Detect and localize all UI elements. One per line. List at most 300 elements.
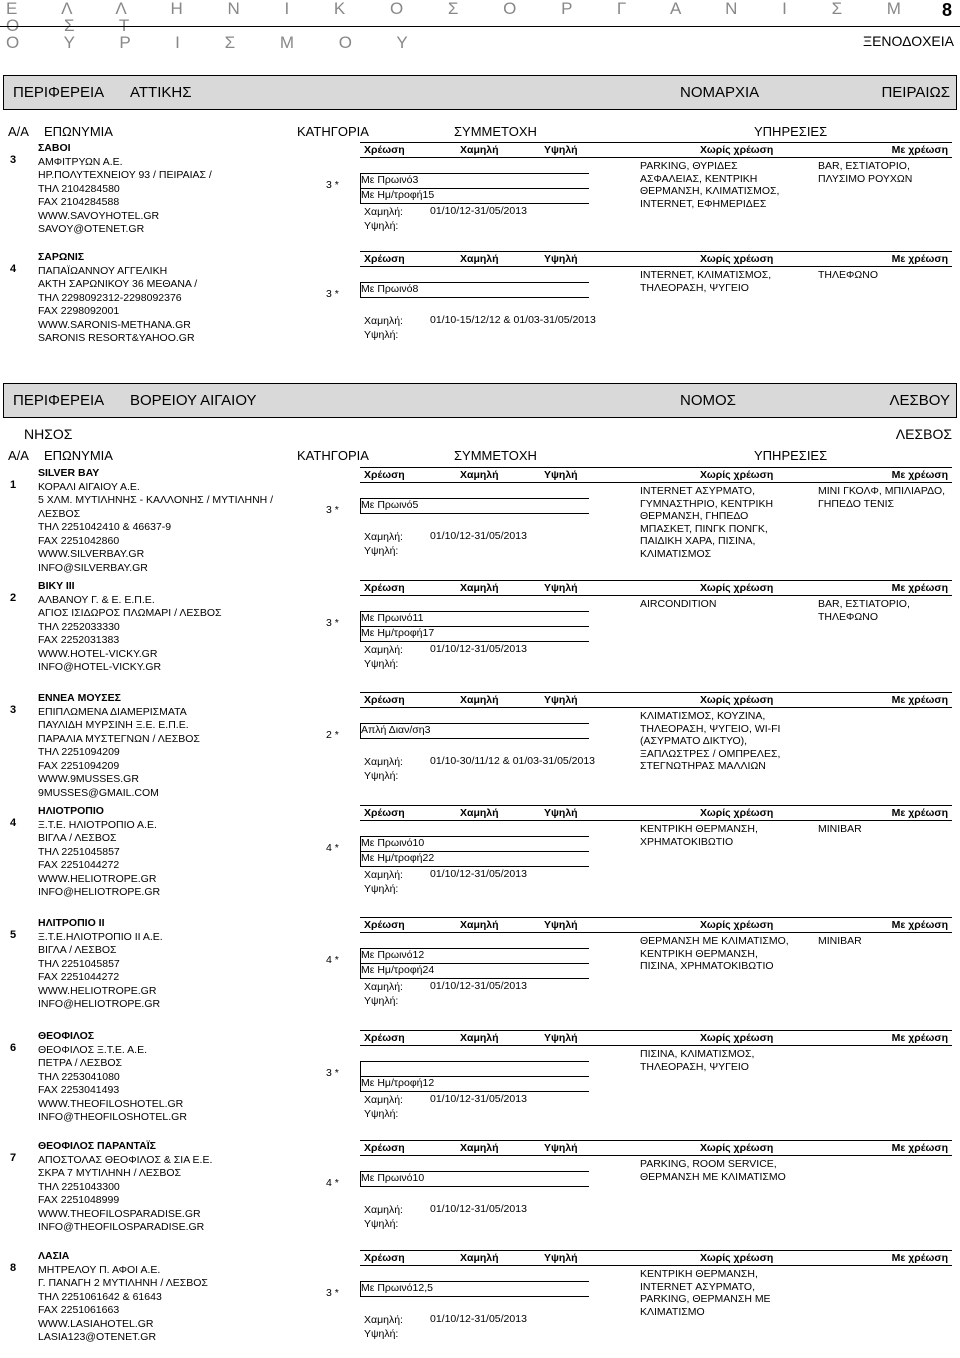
free-service-line: ΓΥΜΝΑΣΤΗΡΙΟ, ΚΕΝΤΡΙΚΗ <box>640 497 774 510</box>
services-header <box>588 251 952 267</box>
paid-header: Με χρέωση <box>891 694 948 706</box>
hotel-info-line: SARONIS RESORT&YAHOO.GR <box>38 332 195 344</box>
rate-type: Με Πρωινό <box>361 612 413 624</box>
hotel-info-line: WWW.SAVOYHOTEL.GR <box>38 209 160 222</box>
hotel-info-line: WWW.HELIOTROPE.GR <box>38 984 157 997</box>
low-season-label: Χαμηλή: <box>364 644 403 656</box>
hotel-info-line: FAX 2251061663 <box>38 1304 120 1316</box>
rate-type: Με Πρωινό <box>361 949 413 961</box>
hotel-info-line: WWW.THEOFILOSHOTEL.GR <box>38 1097 184 1110</box>
org-line-2: Ο Υ Ρ Ι Σ Μ Ο Υ <box>6 33 428 52</box>
hotel-info-line: INFO@THEOFILOSHOTEL.GR <box>38 1111 187 1123</box>
hotel-entry <box>0 917 960 1025</box>
paid-header: Με χρέωση <box>891 582 948 594</box>
hotel-info <box>38 692 200 800</box>
rates-table <box>360 1030 588 1130</box>
hotel-number: 2 <box>10 592 17 604</box>
hotel-entry <box>0 692 960 800</box>
rate-row <box>360 1281 589 1297</box>
col-participation: ΣΥΜΜΕΤΟΧΗ <box>454 124 537 139</box>
free-header: Χωρίς χρέωση <box>700 253 774 265</box>
rates-table <box>360 1140 588 1240</box>
rate-row <box>360 611 589 627</box>
rate-value: 24 <box>422 964 435 976</box>
hotel-info-line: WWW.SARONIS-METHANA.GR <box>38 318 191 331</box>
services-header <box>588 580 952 596</box>
hotel-info-line: INFO@HELIOTROPE.GR <box>38 886 161 898</box>
rates-header <box>360 251 588 267</box>
free-services <box>640 269 771 294</box>
season-period: 01/10/12-31/05/2013 <box>430 868 527 880</box>
prefecture-label: ΝΟΜΑΡΧΙΑ <box>680 84 760 101</box>
rates-header <box>360 1030 588 1046</box>
high-season-label: Υψηλή: <box>364 1108 399 1120</box>
hotel-name: SILVER BAY <box>38 467 100 479</box>
hotel-info-line: ΠΕΤΡΑ / ΛΕΣΒΟΣ <box>38 1057 122 1069</box>
page-number: 8 <box>941 0 952 20</box>
paid-service-line: BAR, ΕΣΤΙΑΤΟΡΙΟ, <box>818 160 910 172</box>
low-season-label: Χαμηλή: <box>364 981 403 993</box>
hotel-name: ΘΕΟΦΙΛΟΣ ΠΑΡΑΝΤΑΪΣ <box>38 1140 156 1152</box>
hotel-name: ΗΛΙΟΤΡΟΠΙΟ <box>38 805 104 817</box>
hotel-category: 2 * <box>326 729 339 741</box>
hotel-number: 7 <box>10 1152 17 1164</box>
free-service-line: INTERNET, ΕΦΗΜΕΡΙΔΕΣ <box>640 197 767 210</box>
high-header: Υψηλή <box>544 469 578 481</box>
free-services <box>640 1268 771 1318</box>
rate-row <box>360 963 589 979</box>
high-header: Υψηλή <box>544 694 578 706</box>
paid-header: Με χρέωση <box>891 1142 948 1154</box>
hotel-name: ΛΑΣΙΑ <box>38 1250 70 1262</box>
rate-value: 3 <box>412 174 419 186</box>
free-service-line: ΣΤΕΓΝΩΤΗΡΑΣ ΜΑΛΛΙΩΝ <box>640 760 766 772</box>
rate-value: 12 <box>422 1077 435 1089</box>
paid-header: Με χρέωση <box>891 469 948 481</box>
hotel-entry <box>0 467 960 575</box>
rates-table <box>360 467 588 567</box>
high-season-label: Υψηλή: <box>364 1218 399 1230</box>
hotel-entry <box>0 1030 960 1138</box>
rate-type: Με Ημ/τροφή <box>361 627 423 639</box>
paid-service-line: ΜΙΝΙ ΓΚΟΛΦ, ΜΠΙΛΙΑΡΔΟ, <box>818 485 946 497</box>
low-season-label: Χαμηλή: <box>364 206 403 218</box>
header-divider <box>0 26 960 27</box>
paid-services <box>818 823 862 836</box>
hotel-info-line: Ξ.Τ.Ε.ΗΛΙΟΤΡΟΠΙΟ ΙΙ Α.Ε. <box>38 930 163 943</box>
low-header: Χαμηλή <box>460 253 499 265</box>
free-service-line: ΚΛΙΜΑΤΙΣΜΟ <box>640 1305 705 1318</box>
low-header: Χαμηλή <box>460 1142 499 1154</box>
rate-type: Με Πρωινό <box>361 837 413 849</box>
hotel-info-line: WWW.9MUSSES.GR <box>38 773 139 785</box>
rates-header <box>360 142 588 158</box>
free-services <box>640 485 773 560</box>
free-header: Χωρίς χρέωση <box>700 694 774 706</box>
hotel-category: 3 * <box>326 288 339 300</box>
high-header: Υψηλή <box>544 1252 578 1264</box>
hotel-info-line: Ξ.Τ.Ε. ΗΛΙΟΤΡΟΠΙΟ Α.Ε. <box>38 818 157 831</box>
free-service-line: ΘΕΡΜΑΝΣΗ, ΓΗΠΕΔΟ <box>640 510 749 522</box>
hotel-info-line: FAX 2253041493 <box>38 1084 120 1096</box>
free-services <box>640 823 758 848</box>
season-period: 01/10/12-31/05/2013 <box>430 980 527 992</box>
region-name: ΒΟΡΕΙΟΥ ΑΙΓΑΙΟΥ <box>130 392 257 409</box>
charge-header: Χρέωση <box>364 919 405 931</box>
rate-type: Απλή Διαν/ση <box>361 724 425 736</box>
paid-header: Με χρέωση <box>891 253 948 265</box>
free-service-line: PARKING, ROOM SERVICE, <box>640 1158 777 1170</box>
paid-header: Με χρέωση <box>891 1032 948 1044</box>
free-service-line: ΜΠΑΣΚΕΤ, ΠΙΝΓΚ ΠΟΝΓΚ, <box>640 522 768 535</box>
rate-row <box>360 851 589 867</box>
hotel-info-line: FAX 2104284588 <box>38 196 120 208</box>
free-service-line: INTERNET ΑΣΥΡΜΑΤΟ, <box>640 1280 756 1293</box>
col-aa: Α/Α <box>8 124 29 139</box>
hotel-info-line: ΤΗΛ 2252033330 <box>38 620 120 633</box>
rate-value: 22 <box>422 852 435 864</box>
rate-type: Με Ημ/τροφή <box>361 1077 423 1089</box>
season-period: 01/10/12-31/05/2013 <box>430 643 527 655</box>
nomos-label: ΝΟΜΟΣ <box>680 392 736 409</box>
free-service-line: INTERNET ΑΣΥΡΜΑΤΟ, <box>640 485 756 497</box>
hotel-info-line: ΤΗΛ 2251045857 <box>38 845 120 858</box>
low-header: Χαμηλή <box>460 469 499 481</box>
rate-type: Με Ημ/τροφή <box>361 964 423 976</box>
season-period: 01/10/12-31/05/2013 <box>430 1203 527 1215</box>
rate-type: Με Πρωινό <box>361 1282 413 1294</box>
rate-row <box>360 282 589 298</box>
low-header: Χαμηλή <box>460 1252 499 1264</box>
region-box-aigaio <box>3 383 957 418</box>
hotel-entry <box>0 1140 960 1248</box>
col-category: ΚΑΤΗΓΟΡΙΑ <box>297 448 369 463</box>
free-service-line: ΑΣΦΑΛΕΙΑΣ, ΚΕΝΤΡΙΚΗ <box>640 172 758 185</box>
free-service-line: ΞΑΠΛΩΣΤΡΕΣ / ΟΜΠΡΕΛΕΣ, <box>640 747 781 760</box>
rate-value: 5 <box>412 499 419 511</box>
paid-service-line: MINIBAR <box>818 935 862 947</box>
hotel-info-line: ΠΑΠΑΪΩΑΝΝΟΥ ΑΓΓΕΛΙΚΗ <box>38 264 168 277</box>
charge-header: Χρέωση <box>364 694 405 706</box>
rate-row <box>360 188 589 204</box>
low-header: Χαμηλή <box>460 582 499 594</box>
hotel-info-line: ΛΕΣΒΟΣ <box>38 507 81 520</box>
rates-table <box>360 142 588 242</box>
charge-header: Χρέωση <box>364 469 405 481</box>
hotel-category: 4 * <box>326 954 339 966</box>
low-season-label: Χαμηλή: <box>364 315 403 327</box>
rates-header <box>360 580 588 596</box>
col-services: ΥΠΗΡΕΣΙΕΣ <box>754 124 828 139</box>
low-header: Χαμηλή <box>460 807 499 819</box>
hotel-info <box>38 467 273 575</box>
paid-services <box>818 160 912 185</box>
season-period: 01/10/12-31/05/2013 <box>430 1313 527 1325</box>
high-header: Υψηλή <box>544 807 578 819</box>
free-service-line: (ΑΣΥΡΜΑΤΟ ΔΙΚΤΥΟ), <box>640 735 748 747</box>
hotel-info-line: WWW.HELIOTROPE.GR <box>38 872 157 885</box>
hotel-info-line: FAX 2251042860 <box>38 534 120 547</box>
free-header: Χωρίς χρέωση <box>700 1252 774 1264</box>
free-service-line: PARKING, ΘΕΡΜΑΝΣΗ ΜΕ <box>640 1293 771 1305</box>
hotel-number: 8 <box>10 1262 17 1274</box>
low-header: Χαμηλή <box>460 919 499 931</box>
hotel-name: ΗΛΙΤΡΟΠΙΟ ΙΙ <box>38 917 105 929</box>
hotel-info-line: ΠΑΡΑΛΙΑ ΜΥΣΤΕΓΝΩΝ / ΛΕΣΒΟΣ <box>38 732 200 745</box>
hotel-info-line: ΤΗΛ 2253041080 <box>38 1070 120 1083</box>
hotel-info-line: ΤΗΛ 2251094209 <box>38 746 120 758</box>
hotel-info-line: Γ. ΠΑΝΑΓΗ 2 ΜΥΤΙΛΗΝΗ / ΛΕΣΒΟΣ <box>38 1277 208 1289</box>
rate-type: Με Πρωινό <box>361 1172 413 1184</box>
hotel-info-line: FAX 2251048999 <box>38 1194 120 1206</box>
services-header <box>588 917 952 933</box>
rates-header <box>360 805 588 821</box>
free-service-line: ΚΛΙΜΑΤΙΣΜΟΣ, ΚΟΥΖΙΝΑ, <box>640 710 766 722</box>
high-header: Υψηλή <box>544 253 578 265</box>
paid-services <box>818 269 878 282</box>
hotel-category: 4 * <box>326 1177 339 1189</box>
hotel-number: 3 <box>10 154 17 166</box>
hotel-info-line: ΕΠΙΠΛΩΜΕΝΑ ΔΙΑΜΕΡΙΣΜΑΤΑ <box>38 705 187 718</box>
paid-header: Με χρέωση <box>891 807 948 819</box>
services-header <box>588 1250 952 1266</box>
rate-value: 15 <box>422 189 435 201</box>
hotel-info-line: ΑΚΤΗ ΣΑΡΩΝΙΚΟΥ 36 ΜΕΘΑΝΑ / <box>38 278 198 290</box>
free-services <box>640 935 789 973</box>
hotel-info-line: ΤΗΛ 2251042410 & 46637-9 <box>38 521 172 533</box>
section-title: ΞΕΝΟΔΟΧΕΙΑ <box>863 33 954 49</box>
hotel-info-line: ΑΠΟΣΤΟΛΑΣ ΘΕΟΦΙΛΟΣ & ΣΙΑ Ε.Ε. <box>38 1153 213 1166</box>
season-period: 01/10/12-31/05/2013 <box>430 530 527 542</box>
low-season-label: Χαμηλή: <box>364 1314 403 1326</box>
col-category: ΚΑΤΗΓΟΡΙΑ <box>297 124 369 139</box>
free-services <box>640 710 780 773</box>
rates-header <box>360 467 588 483</box>
paid-services <box>818 485 945 510</box>
hotel-info <box>38 251 197 346</box>
rates-header <box>360 1140 588 1156</box>
season-period: 01/10/12-31/05/2013 <box>430 205 527 217</box>
col-aa: Α/Α <box>8 448 29 463</box>
services-header <box>588 805 952 821</box>
free-service-line: ΤΗΛΕΟΡΑΣΗ, ΨΥΓΕΙΟ <box>640 1060 749 1073</box>
paid-service-line: BAR, ΕΣΤΙΑΤΟΡΙΟ, <box>818 598 910 610</box>
high-header: Υψηλή <box>544 1032 578 1044</box>
charge-header: Χρέωση <box>364 253 405 265</box>
charge-header: Χρέωση <box>364 807 405 819</box>
paid-service-line: ΤΗΛΕΦΩΝΟ <box>818 269 878 281</box>
paid-service-line: ΠΛΥΣΙΜΟ ΡΟΥΧΩΝ <box>818 172 913 185</box>
region-name: ΑΤΤΙΚΗΣ <box>130 84 192 101</box>
col-services: ΥΠΗΡΕΣΙΕΣ <box>754 448 828 463</box>
services-header <box>588 1030 952 1046</box>
hotel-name: ΣΑΒΟΙ <box>38 142 71 154</box>
hotel-info-line: ΠΑΥΛΙΔΗ ΜΥΡΣΙΝΗ Ξ.Ε. Ε.Π.Ε. <box>38 719 189 731</box>
free-service-line: ΚΕΝΤΡΙΚΗ ΘΕΡΜΑΝΣΗ, <box>640 947 758 960</box>
paid-service-line: ΤΗΛΕΦΩΝΟ <box>818 610 878 623</box>
hotel-info-line: INFO@THEOFILOSPARADISE.GR <box>38 1221 205 1233</box>
paid-service-line: ΓΗΠΕΔΟ ΤΕΝΙΣ <box>818 497 895 510</box>
charge-header: Χρέωση <box>364 1252 405 1264</box>
free-service-line: ΠΙΣΙΝΑ, ΧΡΗΜΑΤΟΚΙΒΩΤΙΟ <box>640 960 774 972</box>
low-season-label: Χαμηλή: <box>364 869 403 881</box>
col-participation: ΣΥΜΜΕΤΟΧΗ <box>454 448 537 463</box>
free-service-line: AIRCONDITION <box>640 598 717 610</box>
hotel-info-line: ΜΗΤΡΕΛΟΥ Π. ΑΦΟΙ Α.Ε. <box>38 1263 161 1276</box>
rate-value: 8 <box>412 283 419 295</box>
hotel-category: 3 * <box>326 1287 339 1299</box>
rate-row <box>360 723 589 739</box>
free-service-line: PARKING, ΘΥΡΙΔΕΣ <box>640 160 738 172</box>
rate-row <box>360 173 589 189</box>
rate-value: 10 <box>412 1172 425 1184</box>
free-services <box>640 1048 754 1073</box>
hotel-number: 1 <box>10 479 17 491</box>
high-season-label: Υψηλή: <box>364 545 399 557</box>
hotel-info-line: FAX 2251094209 <box>38 759 120 772</box>
free-service-line: ΤΗΛΕΟΡΑΣΗ, ΨΥΓΕΙΟ, WI-FI <box>640 722 781 735</box>
hotel-info-line: INFO@SILVERBAY.GR <box>38 561 148 574</box>
high-season-label: Υψηλή: <box>364 770 399 782</box>
high-header: Υψηλή <box>544 144 578 156</box>
hotel-info-line: ΑΓΙΟΣ ΙΣΙΔΩΡΟΣ ΠΛΩΜΑΡΙ / ΛΕΣΒΟΣ <box>38 607 222 619</box>
hotel-number: 5 <box>10 929 17 941</box>
season-period: 01/10-30/11/12 & 01/03-31/05/2013 <box>430 755 596 767</box>
hotel-entry <box>0 805 960 913</box>
high-header: Υψηλή <box>544 1142 578 1154</box>
hotel-info-line: ΗΡ.ΠΟΛΥΤΕΧΝΕΙΟΥ 93 / ΠΕΙΡΑΙΑΣ / <box>38 169 212 181</box>
paid-services <box>818 598 910 623</box>
high-header: Υψηλή <box>544 919 578 931</box>
rate-type: Με Ημ/τροφή <box>361 189 423 201</box>
rate-type: Με Πρωινό <box>361 283 413 295</box>
rate-row <box>360 948 589 964</box>
paid-header: Με χρέωση <box>891 144 948 156</box>
high-season-label: Υψηλή: <box>364 1328 399 1340</box>
low-season-label: Χαμηλή: <box>364 756 403 768</box>
hotel-info <box>38 1250 208 1345</box>
hotel-info <box>38 580 222 675</box>
free-service-line: ΘΕΡΜΑΝΣΗ ΜΕ ΚΛΙΜΑΤΙΣΜΟ, <box>640 935 789 947</box>
rate-value: 11 <box>412 612 424 624</box>
rate-row <box>360 1076 589 1092</box>
hotel-info-line: SAVOY@OTENET.GR <box>38 223 145 235</box>
hotel-category: 4 * <box>326 842 339 854</box>
season-period: 01/10/12-31/05/2013 <box>430 1093 527 1105</box>
hotel-entry <box>0 580 960 688</box>
low-season-label: Χαμηλή: <box>364 1094 403 1106</box>
free-service-line: INTERNET, ΚΛΙΜΑΤΙΣΜΟΣ, <box>640 269 772 281</box>
hotel-category: 3 * <box>326 1067 339 1079</box>
charge-header: Χρέωση <box>364 582 405 594</box>
charge-header: Χρέωση <box>364 1032 405 1044</box>
paid-service-line: MINIBAR <box>818 823 862 835</box>
hotel-info-line: LASIA123@OTENET.GR <box>38 1331 157 1343</box>
hotel-info-line: ΘΕΟΦΙΛΟΣ Ξ.Τ.Ε. Α.Ε. <box>38 1043 148 1056</box>
high-season-label: Υψηλή: <box>364 995 399 1007</box>
rate-type: Με Πρωινό <box>361 499 413 511</box>
rates-table <box>360 805 588 905</box>
rates-header <box>360 692 588 708</box>
hotel-name: ΘΕΟΦΙΛΟΣ <box>38 1030 95 1042</box>
rate-row <box>360 498 589 514</box>
charge-header: Χρέωση <box>364 1142 405 1154</box>
hotel-info-line: WWW.LASIAHOTEL.GR <box>38 1317 154 1330</box>
island-value: ΛΕΣΒΟΣ <box>895 426 952 442</box>
low-header: Χαμηλή <box>460 1032 499 1044</box>
free-services <box>640 1158 786 1183</box>
services-header <box>588 142 952 158</box>
hotel-info-line: FAX 2251044272 <box>38 859 120 871</box>
free-header: Χωρίς χρέωση <box>700 1032 774 1044</box>
hotel-info-line: INFO@HOTEL-VICKY.GR <box>38 661 162 673</box>
hotel-info-line: 5 ΧΛΜ. ΜΥΤΙΛΗΝΗΣ - ΚΑΛΛΟΝΗΣ / ΜΥΤΙΛΗΝΗ / <box>38 494 274 506</box>
hotel-info <box>38 142 212 237</box>
hotel-info-line: ΑΜΦΙΤΡΥΩΝ Α.Ε. <box>38 155 123 168</box>
free-service-line: ΤΗΛΕΟΡΑΣΗ, ΨΥΓΕΙΟ <box>640 281 749 294</box>
free-services <box>640 598 716 611</box>
periphery-label: ΠΕΡΙΦΕΡΕΙΑ <box>13 84 105 101</box>
hotel-info-line: ΒΙΓΛΑ / ΛΕΣΒΟΣ <box>38 944 117 956</box>
free-header: Χωρίς χρέωση <box>700 919 774 931</box>
hotel-category: 3 * <box>326 617 339 629</box>
low-header: Χαμηλή <box>460 694 499 706</box>
hotel-info-line: ΤΗΛ 2104284580 <box>38 182 120 195</box>
rates-table <box>360 692 596 792</box>
free-header: Χωρίς χρέωση <box>700 582 774 594</box>
hotel-info-line: FAX 2252031383 <box>38 634 120 646</box>
rate-value: 17 <box>422 627 435 639</box>
hotel-info-line: ΤΗΛ 2251045857 <box>38 957 120 970</box>
high-season-label: Υψηλή: <box>364 658 399 670</box>
hotel-info-line: ΒΙΓΛΑ / ΛΕΣΒΟΣ <box>38 832 117 844</box>
rates-table <box>360 1250 588 1350</box>
high-season-label: Υψηλή: <box>364 220 399 232</box>
rate-value: 10 <box>412 837 425 849</box>
season-period: 01/10-15/12/12 & 01/03-31/05/2013 <box>430 314 596 326</box>
rate-value: 3 <box>424 724 431 736</box>
hotel-number: 4 <box>10 817 17 829</box>
hotel-info <box>38 1030 187 1125</box>
hotel-info-line: 9MUSSES@GMAIL.COM <box>38 786 159 799</box>
hotel-entry <box>0 142 960 250</box>
high-header: Υψηλή <box>544 582 578 594</box>
hotel-number: 4 <box>10 263 17 275</box>
low-season-label: Χαμηλή: <box>364 1204 403 1216</box>
hotel-info-line: WWW.SILVERBAY.GR <box>38 548 145 560</box>
nomos-value: ΛΕΣΒΟΥ <box>889 392 950 409</box>
free-service-line: ΚΕΝΤΡΙΚΗ ΘΕΡΜΑΝΣΗ, <box>640 1268 758 1280</box>
free-services <box>640 160 779 210</box>
services-header <box>588 1140 952 1156</box>
rates-header <box>360 1250 588 1266</box>
free-header: Χωρίς χρέωση <box>700 144 774 156</box>
rate-type: Με Ημ/τροφή <box>361 852 423 864</box>
hotel-number: 6 <box>10 1042 17 1054</box>
free-service-line: ΚΛΙΜΑΤΙΣΜΟΣ <box>640 547 712 560</box>
hotel-entry <box>0 251 960 359</box>
low-season-label: Χαμηλή: <box>364 531 403 543</box>
hotel-info-line: ΤΗΛ 2298092312-2298092376 <box>38 291 182 304</box>
free-service-line: ΠΑΙΔΙΚΗ ΧΑΡΑ, ΠΙΣΙΝΑ, <box>640 535 756 547</box>
org-line-1: Ε Λ Λ Η Ν Ι Κ Ο Σ Ο Ρ Γ Α Ν Ι Σ Μ Ο Σ Τ <box>6 0 921 35</box>
rate-row <box>360 1171 589 1187</box>
free-service-line: ΠΙΣΙΝΑ, ΚΛΙΜΑΤΙΣΜΟΣ, <box>640 1048 755 1060</box>
hotel-info <box>38 805 160 900</box>
region-box-attiki <box>3 75 957 110</box>
free-service-line: ΧΡΗΜΑΤΟΚΙΒΩΤΙΟ <box>640 835 734 848</box>
rate-row <box>360 1061 589 1077</box>
